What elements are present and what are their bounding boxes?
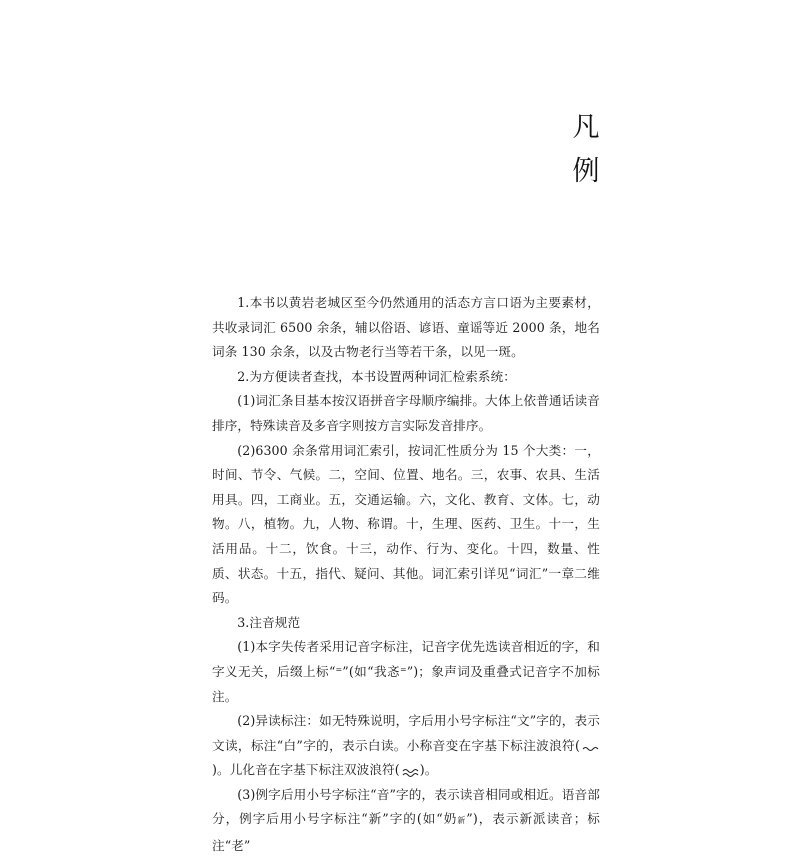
double-wave-mark-icon [400, 767, 420, 777]
paragraph-4: (2)6300 余条常用词汇索引，按词汇性质分为 15 个大类：一，时间、节令、气候。二，空间、位置、地名。三，农事、农具、生活用具。四，工商业。五，交通运输。六，文化、教育、文体。七，动物。八，植物。九，人物、称谓。十，生理、医药、卫生。十一，生活用品。十二，饮食。十三，动作、行为、变化。十四，数量、性质、状态。十五，指代、疑问、其他。词汇索引详见“词汇”一章二维码。 [212, 442, 600, 606]
paragraph-6: (1)本字失传者采用记音字标注，记音字优先选读音相近的字，和字义无关，后缀上标“⁼”(如“我忞⁼”)；象声词及重叠式记音字不加标注。 [212, 639, 600, 704]
paragraph-8-subscript: 新 [457, 816, 467, 826]
title-char-2: 例 [572, 156, 600, 187]
paragraph-5: 3.注音规范 [237, 614, 301, 630]
paragraph-2: 2.为方便读者查找，本书设置两种词汇检索系统： [237, 368, 516, 384]
paragraph-7-part-2: )。儿化音在字基下标注双波浪符( [212, 762, 400, 778]
paragraph-8-part-2: ”)，表示新派读音；标注“老” [212, 811, 601, 854]
body-text [212, 291, 600, 859]
paragraph-1: 1.本书以黄岩老城区至今仍然通用的活态方言口语为主要素材，共收录词汇 6500 余条，辅以俗语、谚语、童谣等近 2000 条，地名词条 130 余条，以及古物老行当等若干条，以见一斑。 [212, 295, 600, 360]
paragraph-7-part-3: )。 [419, 762, 438, 778]
page-title [566, 106, 606, 194]
paragraph-3: (1)词汇条目基本按汉语拼音字母顺序编排。大体上依普通话读音排序，特殊读音及多音字则按方言实际发音排序。 [212, 393, 600, 433]
paragraph-7-part-1: (2)异读标注：如无特殊说明，字后用小号字标注“文”字的，表示文读，标注“白”字的，表示白读。小称音变在字基下标注波浪符( [212, 713, 600, 753]
wave-mark-icon [580, 743, 600, 753]
paragraph-8-part-1: (3)例字后用小号字标注“音”字的，表示读音相同或相近。语音部分，例字后用小号字标注“新”字的(如“奶 [212, 786, 600, 827]
paragraph-8 [212, 783, 600, 859]
paragraph-7 [212, 709, 600, 783]
title-char-1: 凡 [572, 112, 600, 143]
